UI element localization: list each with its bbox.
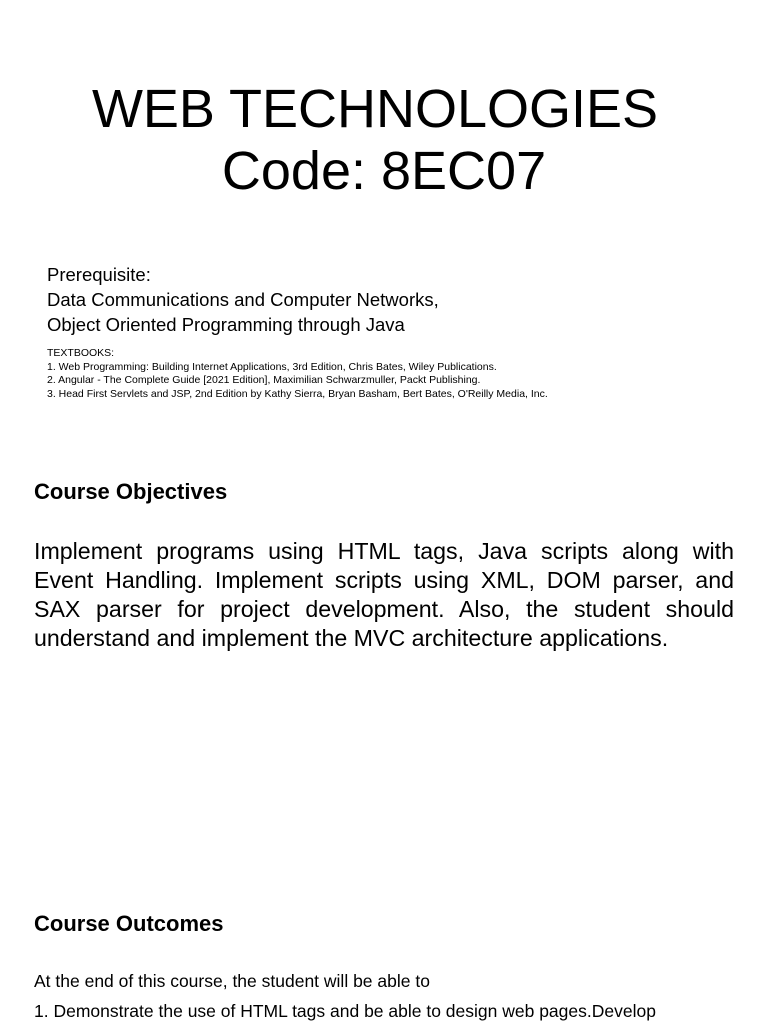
course-objectives-body: Implement programs using HTML tags, Java scripts along with Event Handling. Implement scripts using XML, DOM parser, and SAX parser for project development. Also, the student should understand and implement the MVC architecture applications. xyxy=(34,538,734,651)
course-outcome-item: 1. Demonstrate the use of HTML tags and be able to design web pages.Develop xyxy=(34,1001,656,1021)
course-outcomes-intro: At the end of this course, the student will be able to xyxy=(34,971,430,991)
textbook-item: 2. Angular - The Complete Guide [2021 Edition], Maximilian Schwarzmuller, Packt Publishing. xyxy=(47,374,481,386)
textbooks-label: TEXTBOOKS: xyxy=(47,347,115,359)
course-outcomes-heading: Course Outcomes xyxy=(34,911,224,936)
textbooks-section xyxy=(47,347,548,401)
prerequisite-section xyxy=(47,262,439,337)
course-code: Code: 8EC07 xyxy=(221,141,547,201)
document-title xyxy=(0,78,768,202)
prerequisite-item: Object Oriented Programming through Java xyxy=(47,314,405,335)
prerequisite-item: Data Communications and Computer Networks, xyxy=(47,289,439,310)
course-title: WEB TECHNOLOGIES xyxy=(91,79,659,139)
course-objectives-heading: Course Objectives xyxy=(34,479,228,504)
textbook-item: 1. Web Programming: Building Internet Applications, 3rd Edition, Chris Bates, Wiley Publications. xyxy=(47,360,497,373)
prerequisite-label: Prerequisite: xyxy=(47,264,151,285)
textbook-item: 3. Head First Servlets and JSP, 2nd Edition by Kathy Sierra, Bryan Basham, Bert Bates, O'Reilly Media, Inc. xyxy=(47,387,548,400)
